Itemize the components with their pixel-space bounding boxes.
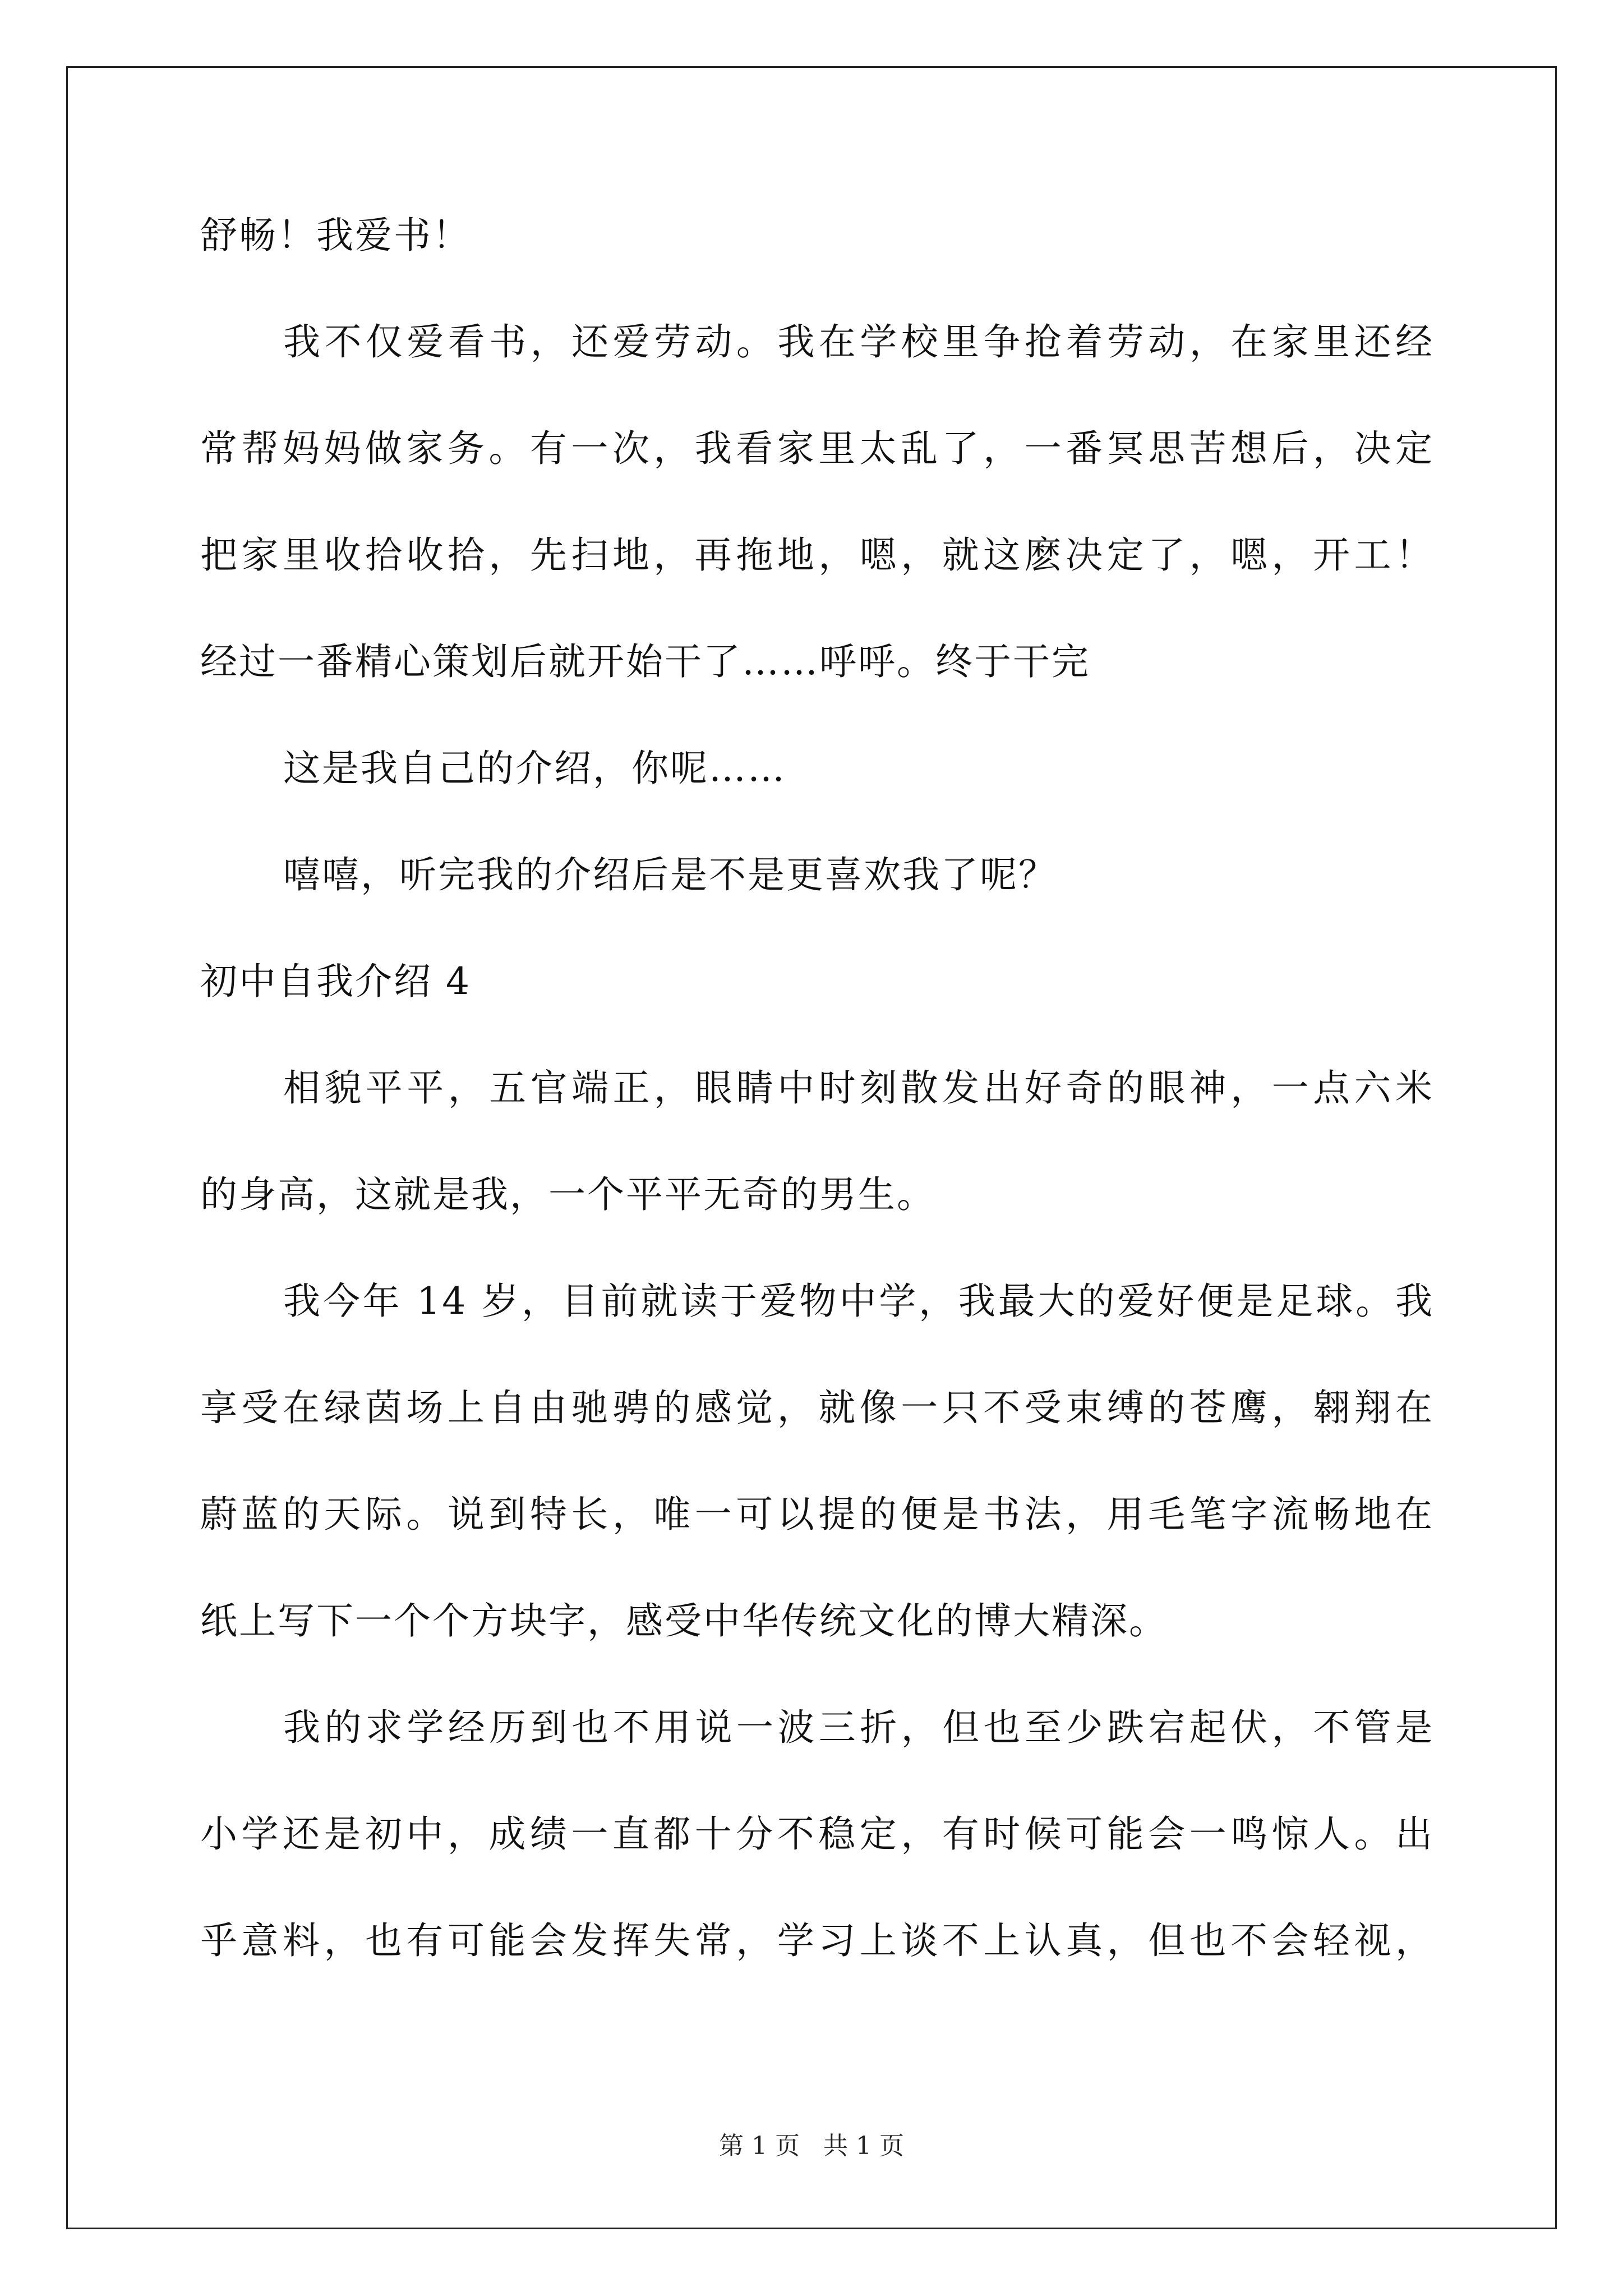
paragraph-line: 享受在绿茵场上自由驰骋的感觉，就像一只不受束缚的苍鹰，翱翔在: [200, 1386, 1434, 1429]
paragraph-line: 我的求学经历到也不用说一波三折，但也至少跌宕起伏，不管是: [283, 1706, 1434, 1749]
paragraph-line: 小学还是初中，成绩一直都十分不稳定，有时候可能会一鸣惊人。出: [200, 1812, 1434, 1856]
paragraph-line: 嘻嘻，听完我的介绍后是不是更喜欢我了呢？: [283, 853, 1057, 896]
paragraph-line: 蔚蓝的天际。说到特长，唯一可以提的便是书法，用毛笔字流畅地在: [200, 1493, 1434, 1536]
page-footer: [0, 2129, 1623, 2163]
paragraph-line: 舒畅！我爱书！: [200, 214, 471, 257]
paragraph-line: 的身高，这就是我，一个平平无奇的男生。: [200, 1173, 935, 1216]
paragraph-line: 相貌平平，五官端正，眼睛中时刻散发出好奇的眼神，一点六米: [283, 1066, 1434, 1110]
paragraph-line: 乎意料，也有可能会发挥失常，学习上谈不上认真，但也不会轻视，: [200, 1919, 1434, 1962]
paragraph-line: 我今年 14 岁，目前就读于爱物中学，我最大的爱好便是足球。我: [283, 1280, 1434, 1323]
page-number: 第 1 页: [719, 2132, 800, 2160]
paragraph-line: 经过一番精心策划后就开始干了……呼呼。终于干完: [200, 640, 1090, 683]
page-border: [66, 66, 1557, 2229]
paragraph-line: 纸上写下一个个方块字，感受中华传统文化的博大精深。: [200, 1599, 1168, 1642]
paragraph-line: 这是我自己的介绍，你呢……: [283, 747, 786, 790]
page-total: 共 1 页: [823, 2132, 904, 2160]
paragraph-line: 把家里收拾收拾，先扫地，再拖地，嗯，就这麽决定了，嗯，开工！: [200, 533, 1434, 577]
paragraph-line: 常帮妈妈做家务。有一次，我看家里太乱了，一番冥思苦想后，决定: [200, 427, 1434, 470]
section-heading: 初中自我介绍 4: [200, 960, 471, 1003]
paragraph-line: 我不仅爱看书，还爱劳动。我在学校里争抢着劳动，在家里还经: [283, 320, 1434, 364]
